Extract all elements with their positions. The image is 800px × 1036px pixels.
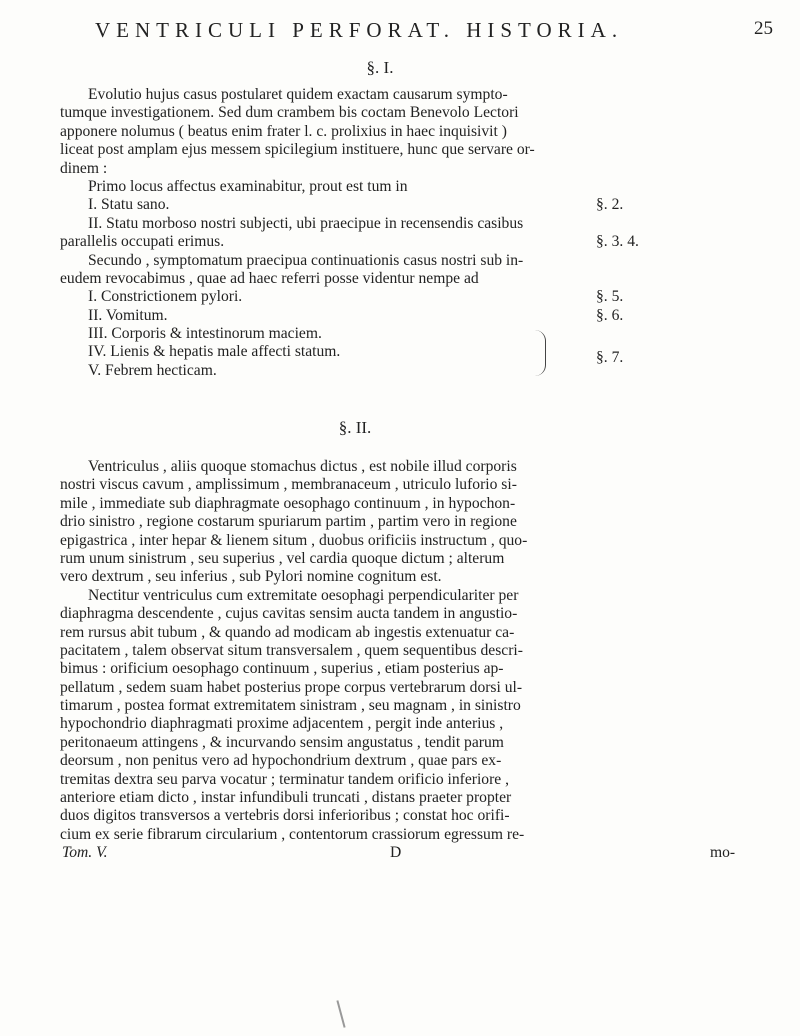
text-line: Ventriculus , aliis quoque stomachus dictus , est nobile illud corporis: [88, 458, 517, 475]
brace-reference: §. 7.: [596, 349, 624, 367]
text-line: Primo locus affectus examinabitur, prout est tum in: [88, 177, 408, 195]
text-line: eudem revocabimus , quae ad haec referri posse videntur nempe ad: [60, 269, 479, 287]
volume-mark: Tom. V.: [62, 844, 108, 862]
text-line: vero dextrum , seu inferius , sub Pylori nomine cognitum est.: [60, 568, 442, 586]
list-item: parallelis occupati erimus. §. 3. 4.: [60, 233, 639, 251]
text-line: epigastrica , inter hepar & lienem situm , duobus orificiis instructum , quo-: [60, 531, 528, 549]
signature-mark: D: [390, 844, 402, 862]
text-line: anteriore etiam dicto , instar infundibuli truncati , distans praeter propter: [60, 789, 512, 807]
list-item: I. Statu sano. §. 2.: [88, 196, 624, 214]
text-line: tumque investigationem. Sed dum crambem bis coctam Benevolo Lectori: [60, 104, 519, 122]
catchword: mo-: [710, 844, 736, 862]
text-line: deorsum , non penitus vero ad hypochondrium dextrum , quae pars ex-: [60, 752, 502, 770]
list-item: II. Vomitum. §. 6.: [88, 306, 624, 324]
text-line: timarum , postea format extremitatem sinistram , seu magnam , in sinistro: [60, 697, 521, 715]
text-line: diaphragma descendente , cujus cavitas sensim aucta tandem in angustio-: [60, 605, 518, 623]
list-item: I. Constrictionem pylori. §. 5.: [88, 288, 624, 306]
text-line: mile , immediate sub diaphragmate oesophago continuum , in hypochon-: [60, 494, 516, 512]
text-line: rum unum sinistrum , seu superius , vel cardia quoque dictum ; alterum: [60, 549, 505, 567]
page-footer: [60, 844, 750, 862]
section-2-body: [60, 458, 750, 863]
list-item: IV. Lienis & hepatis male affecti statum.: [88, 343, 341, 361]
text-line: hypochondrio diaphragmati proxime adjacentem , pergit inde anterius ,: [60, 715, 504, 733]
section-heading-1: §. I.: [366, 58, 394, 77]
text-line: liceat post amplam ejus messem spicilegium instituere, hunc que servare or-: [60, 141, 535, 159]
text-line: rem rursus abit tubum , & quando ad modicam ab ingestis extenuatur ca-: [60, 623, 515, 641]
list-item: V. Febrem hecticam.: [88, 361, 217, 379]
text-line: nostri viscus cavum , amplissimum , membranaceum , utriculo luforio si-: [60, 476, 517, 494]
text-line: tremitas dextra seu parva vocatur ; terminatur tandem orificio inferiore ,: [60, 770, 510, 788]
brace: [535, 330, 546, 376]
section-heading-2: §. II.: [338, 418, 372, 437]
text-line: Nectitur ventriculus cum extremitate oesophagi perpendiculariter per: [88, 586, 519, 604]
text-line: bimus : orificium oesophago continuum , superius , etiam posterius ap-: [60, 660, 504, 678]
text-line: Evolutio hujus casus postularet quidem exactam causarum sympto-: [88, 86, 508, 103]
text-line: dinem :: [60, 159, 108, 177]
braced-list: [60, 325, 750, 380]
page-number: 25: [754, 18, 773, 39]
text-line: duos digitos transversos a vertebris dorsi inferioribus ; constat hoc orifi-: [60, 807, 510, 825]
text-line: Secundo , symptomatum praecipua continuationis casus nostri sub in-: [88, 251, 524, 269]
text-line: drio sinistro , regione costarum spuriarum partim , partim vero in regione: [60, 513, 517, 531]
list-item: III. Corporis & intestinorum maciem.: [88, 325, 322, 343]
pencil-mark: [336, 1000, 345, 1028]
running-head: VENTRICULI PERFORAT. HISTORIA.: [95, 18, 624, 42]
list-item: II. Statu morboso nostri subjecti, ubi praecipue in recensendis casibus: [88, 214, 524, 232]
text-line: pacitatem , talem observat situm transversalem , quem sequentibus descri-: [60, 641, 523, 659]
text-line: apponere nolumus ( beatus enim frater l. c. prolixius in haec inquisivit ): [60, 122, 507, 140]
text-line: pellatum , sedem suam habet posterius prope corpus vertebrarum dorsi ul-: [60, 678, 523, 696]
section-1-body: [60, 86, 750, 380]
text-line: peritonaeum attingens , & incurvando sensim angustatus , tendit parum: [60, 733, 504, 751]
text-line: cium ex serie fibrarum circularium , contentorum crassiorum egressum re-: [60, 825, 525, 843]
